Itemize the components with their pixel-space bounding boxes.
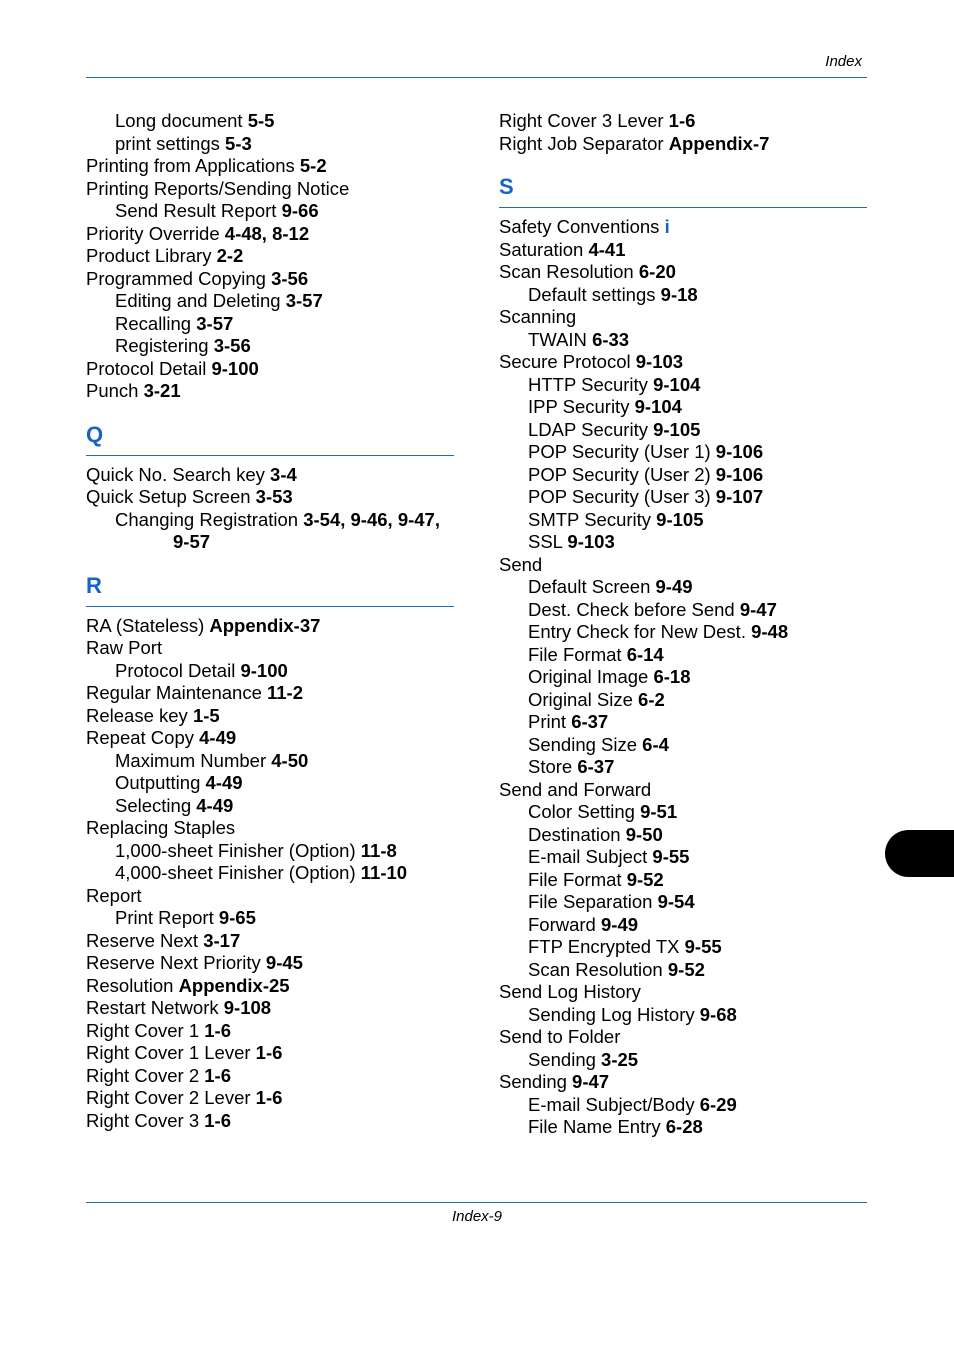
page-reference[interactable]: 9-106	[715, 463, 764, 485]
index-subentry-e-mail-subject	[499, 846, 867, 869]
page-reference[interactable]: 3-4	[270, 463, 297, 485]
page-reference[interactable]: 1-5	[192, 704, 220, 726]
index-entry-regular-maintenance	[86, 682, 454, 705]
index-subentry-file-format	[499, 869, 867, 892]
page-reference[interactable]: 9-52	[626, 868, 664, 890]
index-subentry-destination	[499, 824, 867, 847]
entry-term: FTP Encrypted TX	[528, 936, 680, 957]
index-entry-saturation	[499, 239, 867, 262]
index-subentry-store	[499, 756, 867, 779]
index-subentry-sending-log-history	[499, 1004, 867, 1027]
entry-term: Entry Check for New Dest.	[528, 621, 746, 642]
entry-term: Maximum Number	[115, 749, 267, 771]
page-reference[interactable]: 9-51	[640, 801, 678, 822]
entry-term: Registering	[115, 335, 209, 356]
page-reference[interactable]: 3-56	[271, 267, 309, 289]
page-reference[interactable]: 1-6	[255, 1087, 283, 1108]
page-reference[interactable]: 6-14	[626, 643, 664, 665]
index-entry-printing-reports-sending-notice	[86, 178, 454, 201]
index-subentry-scan-resolution	[499, 959, 867, 982]
entry-term: Outputting	[115, 772, 201, 793]
page-reference[interactable]: Appendix-25	[178, 974, 290, 996]
index-subentry-ftp-encrypted-tx	[499, 936, 867, 959]
page-reference[interactable]: 6-4	[642, 733, 669, 755]
entry-term: SMTP Security	[528, 508, 652, 530]
entry-term: TWAIN	[528, 328, 587, 350]
entry-term: Store	[528, 756, 573, 777]
page-reference[interactable]: 3-25	[601, 1048, 639, 1070]
entry-term: RA (Stateless)	[86, 614, 205, 636]
index-entry-scanning	[499, 306, 867, 329]
index-subentry-4-000-sheet-finisher-option	[86, 862, 454, 885]
index-subentry-smtp-security	[499, 509, 867, 532]
index-entry-priority-override	[86, 223, 454, 246]
entry-term: Resolution	[86, 974, 174, 996]
page-reference[interactable]: 9-18	[660, 283, 698, 305]
index-subentry-file-separation	[499, 891, 867, 914]
page-reference[interactable]: Appendix-37	[209, 614, 321, 636]
page-reference[interactable]: 9-47	[572, 1071, 610, 1092]
index-subentry-outputting	[86, 772, 454, 795]
entry-term: Print Report	[115, 907, 214, 928]
entry-term: Send to Folder	[499, 1026, 621, 1047]
page-reference[interactable]: 1-6	[204, 1064, 231, 1086]
index-entry-protocol-detail	[86, 358, 454, 381]
index-subentry-dest-check-before-send	[499, 599, 867, 622]
index-subentry-original-size	[499, 689, 867, 712]
page-reference[interactable]: 9-66	[281, 200, 319, 221]
entry-term: Release key	[86, 704, 188, 726]
index-entry-continuation: 9-57	[173, 531, 211, 552]
index-entry-report	[86, 885, 454, 908]
entry-term: Priority Override	[86, 222, 220, 244]
entry-term: Right Cover 3	[86, 1109, 200, 1131]
entry-term: Raw Port	[86, 637, 163, 658]
page-reference[interactable]: 9-54	[657, 891, 695, 912]
page-reference[interactable]: 9-55	[684, 936, 722, 957]
entry-term: SSL	[528, 531, 563, 552]
index-entry-release-key	[86, 705, 454, 728]
index-entry-product-library	[86, 245, 454, 268]
page-reference[interactable]: 4-41	[588, 238, 626, 260]
index-subentry-color-setting	[499, 801, 867, 824]
entry-term: Right Cover 3 Lever	[499, 110, 664, 131]
index-entry-safety-conventions	[499, 216, 867, 239]
page-reference[interactable]: 9-50	[625, 823, 663, 845]
entry-term: Forward	[528, 913, 596, 935]
entry-term: Send and Forward	[499, 778, 652, 800]
entry-term: File Format	[528, 868, 622, 890]
chapter-tab-marker	[885, 830, 954, 877]
page-number: Index-9	[451, 1208, 503, 1225]
index-entry-programmed-copying	[86, 268, 454, 291]
entry-term: File Separation	[528, 891, 653, 912]
index-entry-right-cover-1	[86, 1020, 454, 1043]
index-subentry-twain	[499, 329, 867, 352]
page-reference[interactable]: 3-57	[196, 312, 234, 334]
entry-term: Protocol Detail	[86, 357, 207, 379]
page-reference[interactable]: 9-100	[211, 357, 259, 379]
running-head: Index	[825, 53, 862, 70]
entry-term: 1,000-sheet Finisher (Option)	[115, 839, 356, 861]
entry-term: E-mail Subject	[528, 846, 648, 867]
entry-term: Quick Setup Screen	[86, 486, 251, 507]
entry-term: Send	[499, 553, 543, 575]
page-reference[interactable]: 6-2	[638, 688, 665, 710]
page-reference[interactable]: i	[664, 216, 670, 237]
entry-term: Repeat Copy	[86, 727, 194, 748]
index-entry-right-cover-3-lever	[499, 110, 867, 133]
page-reference[interactable]: 9-100	[240, 659, 288, 681]
index-entry-send-to-folder	[499, 1026, 867, 1049]
index-entry-send	[499, 554, 867, 577]
page-reference[interactable]: 4-49	[196, 794, 234, 816]
index-entry-right-cover-3	[86, 1110, 454, 1133]
page-reference[interactable]: 9-49	[601, 913, 639, 935]
index-entry-restart-network	[86, 997, 454, 1020]
index-subentry-file-format	[499, 644, 867, 667]
index-subentry-print-report	[86, 907, 454, 930]
entry-term: Programmed Copying	[86, 267, 266, 289]
index-subentry-e-mail-subject-body	[499, 1094, 867, 1117]
page-reference[interactable]: 5-2	[299, 155, 327, 176]
page-reference[interactable]: 9-45	[265, 952, 303, 973]
page-reference[interactable]: 4-48, 8-12	[224, 222, 310, 244]
page-reference[interactable]: 9-68	[699, 1003, 737, 1025]
page-reference[interactable]: 3-57	[285, 290, 323, 311]
page-reference[interactable]: 9-105	[653, 418, 701, 440]
index-subentry-long-document	[86, 110, 454, 133]
entry-term: Default Screen	[528, 576, 651, 597]
entry-term: 4,000-sheet Finisher (Option)	[115, 862, 356, 883]
footer-rule	[86, 1202, 867, 1203]
index-entry-right-job-separator	[499, 133, 867, 156]
index-entry-raw-port	[86, 637, 454, 660]
index-column-right	[499, 110, 867, 1139]
entry-term: Color Setting	[528, 801, 635, 822]
entry-term: Quick No. Search key	[86, 463, 265, 485]
entry-term: Send Log History	[499, 981, 641, 1002]
index-entry-reserve-next	[86, 930, 454, 953]
page-reference[interactable]: 9-65	[218, 907, 256, 928]
page-reference[interactable]: 4-49	[205, 772, 243, 793]
entry-term: Printing Reports/Sending Notice	[86, 177, 350, 199]
index-entry-right-cover-2	[86, 1065, 454, 1088]
index-subentry-default-settings	[499, 284, 867, 307]
index-subentry-file-name-entry	[499, 1116, 867, 1139]
page-reference[interactable]: 9-103	[635, 351, 684, 372]
page-reference[interactable]: 4-49	[199, 727, 237, 748]
index-entry-ra-stateless	[86, 615, 454, 638]
section-letter-s: S	[499, 174, 867, 208]
entry-term: POP Security (User 1)	[528, 441, 711, 462]
page-reference[interactable]: 9-48	[751, 621, 789, 642]
index-subentry-original-image	[499, 666, 867, 689]
entry-term: Sending Size	[528, 733, 638, 755]
index-subentry-sending	[499, 1049, 867, 1072]
index-subentry-selecting	[86, 795, 454, 818]
entry-term: Changing Registration	[115, 508, 299, 530]
page-reference[interactable]: 1-6	[668, 110, 696, 131]
entry-term: Dest. Check before Send	[528, 598, 735, 620]
entry-term: Scanning	[499, 306, 577, 327]
index-entry-right-cover-2-lever	[86, 1087, 454, 1110]
entry-term: Right Cover 1	[86, 1019, 200, 1041]
index-subentry-pop-security-user-1	[499, 441, 867, 464]
page-reference[interactable]: 3-54, 9-46, 9-47,	[303, 508, 440, 530]
page-reference[interactable]: 11-8	[360, 839, 397, 861]
entry-term: print settings	[115, 132, 220, 154]
index-column-left	[86, 110, 454, 1132]
index-subentry-send-result-report	[86, 200, 454, 223]
entry-term: Right Job Separator	[499, 132, 664, 154]
page-reference[interactable]: 6-29	[699, 1093, 737, 1115]
page-reference[interactable]: 6-37	[571, 711, 609, 732]
index-entry-repeat-copy	[86, 727, 454, 750]
entry-term: Print	[528, 711, 567, 732]
page-reference[interactable]: 11-10	[360, 862, 408, 883]
entry-term: Editing and Deleting	[115, 290, 281, 311]
index-subentry-pop-security-user-2	[499, 464, 867, 487]
index-subentry-print	[499, 711, 867, 734]
page-reference[interactable]: 4-50	[271, 749, 309, 771]
entry-term: HTTP Security	[528, 373, 648, 395]
index-entry-reserve-next-priority	[86, 952, 454, 975]
entry-term: IPP Security	[528, 396, 630, 417]
index-subentry-ipp-security	[499, 396, 867, 419]
index-subentry-forward	[499, 914, 867, 937]
page-reference[interactable]: 9-52	[667, 958, 705, 980]
entry-term: Selecting	[115, 794, 192, 816]
entry-term: Saturation	[499, 238, 584, 260]
page-reference[interactable]: 3-17	[203, 929, 241, 951]
entry-term: Protocol Detail	[115, 659, 236, 681]
entry-term: Punch	[86, 380, 139, 401]
entry-term: Right Cover 1 Lever	[86, 1042, 251, 1063]
entry-term: Send Result Report	[115, 200, 277, 221]
index-entry-resolution	[86, 975, 454, 998]
page-reference[interactable]: 3-53	[255, 486, 293, 507]
entry-term: Printing from Applications	[86, 155, 295, 176]
entry-term: E-mail Subject/Body	[528, 1093, 695, 1115]
index-subentry-recalling	[86, 313, 454, 336]
page-reference[interactable]: 9-104	[634, 396, 682, 417]
entry-term: POP Security (User 2)	[528, 463, 711, 485]
index-entry-secure-protocol	[499, 351, 867, 374]
entry-term: Regular Maintenance	[86, 682, 262, 703]
index-entry-right-cover-1-lever	[86, 1042, 454, 1065]
entry-term: Default settings	[528, 283, 656, 305]
index-subentry-pop-security-user-3	[499, 486, 867, 509]
entry-term: Scan Resolution	[499, 261, 634, 282]
entry-term: Sending	[499, 1071, 567, 1092]
index-subentry-editing-and-deleting	[86, 290, 454, 313]
page-reference[interactable]: 6-18	[653, 666, 691, 687]
entry-term: Scan Resolution	[528, 958, 663, 980]
index-entry-punch	[86, 380, 454, 403]
page-reference[interactable]: Appendix-7	[668, 132, 770, 154]
entry-term: Restart Network	[86, 997, 219, 1018]
index-subentry-protocol-detail	[86, 660, 454, 683]
page-reference[interactable]: 3-56	[213, 335, 251, 356]
index-entry-quick-no-search-key	[86, 464, 454, 487]
entry-term: Right Cover 2	[86, 1064, 200, 1086]
page-reference[interactable]: 1-6	[204, 1109, 231, 1131]
index-entry-sending	[499, 1071, 867, 1094]
page-reference[interactable]: 9-104	[653, 373, 701, 395]
index-entry-send-and-forward	[499, 779, 867, 802]
page-reference[interactable]: 5-5	[247, 110, 275, 131]
index-subentry-sending-size	[499, 734, 867, 757]
page-reference[interactable]: 5-3	[225, 132, 252, 154]
index-subentry-maximum-number	[86, 750, 454, 773]
page-reference[interactable]: 3-21	[143, 380, 181, 401]
index-subentry-ssl	[499, 531, 867, 554]
index-subentry-print-settings	[86, 133, 454, 156]
page-reference[interactable]: 9-47	[739, 598, 777, 620]
page-reference[interactable]: 2-2	[216, 245, 244, 266]
entry-term: Report	[86, 884, 142, 906]
entry-term: Long document	[115, 110, 243, 131]
page-reference[interactable]: 9-49	[655, 576, 693, 597]
entry-term: Recalling	[115, 312, 192, 334]
page-reference[interactable]: 6-33	[592, 328, 630, 350]
index-subentry-1-000-sheet-finisher-option	[86, 840, 454, 863]
section-letter-r: R	[86, 573, 454, 607]
index-subentry-default-screen	[499, 576, 867, 599]
page-reference[interactable]: 9-106	[715, 441, 764, 462]
page-reference[interactable]: 1-6	[255, 1042, 283, 1063]
entry-term: File Name Entry	[528, 1116, 661, 1137]
entry-term: Original Image	[528, 666, 649, 687]
entry-term: Right Cover 2 Lever	[86, 1087, 251, 1108]
index-subentry-entry-check-for-new-dest	[499, 621, 867, 644]
index-entry-quick-setup-screen	[86, 486, 454, 509]
page-reference[interactable]: 6-37	[577, 756, 615, 777]
entry-term: Secure Protocol	[499, 351, 631, 372]
page-reference[interactable]: 11-2	[267, 682, 304, 703]
page-reference[interactable]: 9-103	[567, 531, 615, 552]
entry-term: Destination	[528, 823, 621, 845]
entry-term: Reserve Next Priority	[86, 952, 261, 973]
entry-term: Sending	[528, 1048, 596, 1070]
entry-term: Replacing Staples	[86, 817, 236, 838]
index-subentry-http-security	[499, 374, 867, 397]
index-entry-printing-from-applications	[86, 155, 454, 178]
entry-term: Safety Conventions	[499, 216, 660, 237]
page-reference[interactable]: 6-20	[638, 261, 676, 282]
page-reference[interactable]: 9-55	[652, 846, 690, 867]
entry-term: LDAP Security	[528, 418, 648, 440]
entry-term: POP Security (User 3)	[528, 486, 711, 507]
page-reference[interactable]: 6-28	[665, 1116, 703, 1137]
page-reference[interactable]: 9-105	[656, 508, 704, 530]
index-subentry-registering	[86, 335, 454, 358]
entry-term: Product Library	[86, 245, 212, 266]
index-entry-replacing-staples	[86, 817, 454, 840]
page-reference[interactable]: 1-6	[204, 1019, 231, 1041]
entry-term: File Format	[528, 643, 622, 665]
index-subentry-changing-registration	[86, 509, 454, 532]
index-subentry-ldap-security	[499, 419, 867, 442]
index-entry-scan-resolution	[499, 261, 867, 284]
page-reference[interactable]: 9-108	[223, 997, 272, 1018]
page-reference[interactable]: 9-107	[715, 486, 764, 507]
entry-term: Original Size	[528, 688, 633, 710]
entry-term: Reserve Next	[86, 929, 199, 951]
section-letter-q: Q	[86, 422, 454, 456]
header-rule	[86, 77, 867, 78]
entry-term: Sending Log History	[528, 1003, 695, 1025]
index-entry-send-log-history	[499, 981, 867, 1004]
